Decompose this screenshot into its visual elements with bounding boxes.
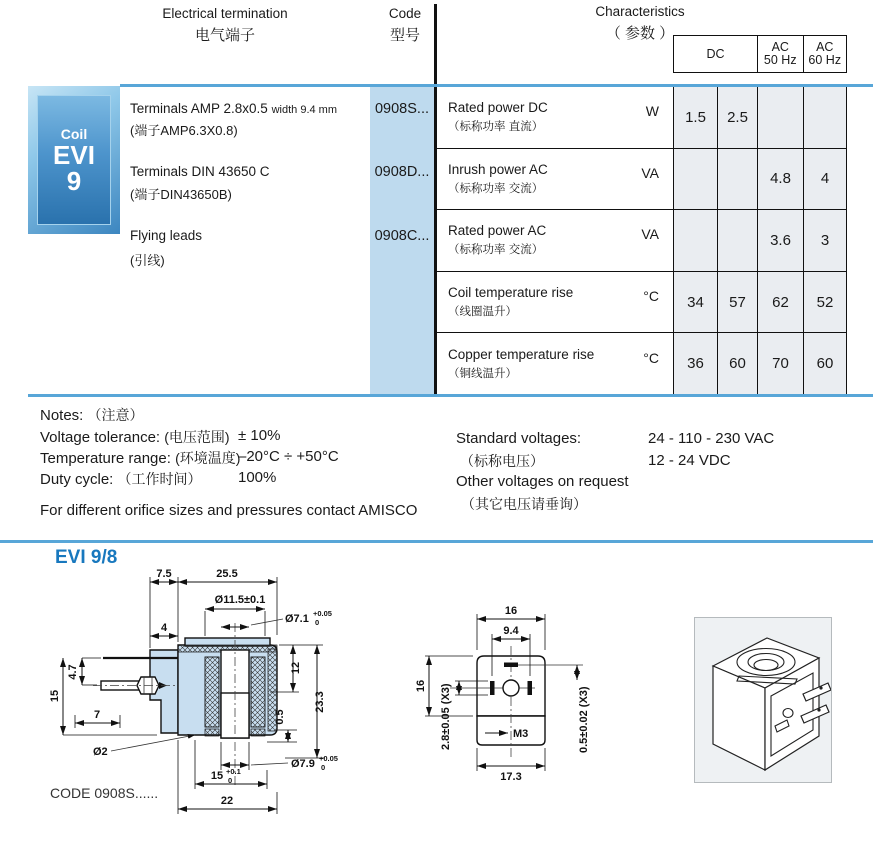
note-zh: （工作时间） bbox=[117, 471, 202, 487]
col-dc-label: DC bbox=[706, 46, 725, 61]
col-header-dc bbox=[674, 36, 757, 72]
value-ac60: 52 bbox=[803, 272, 847, 333]
row-label-en: Coil temperature rise bbox=[448, 285, 574, 301]
dim-16-top: 16 bbox=[504, 605, 518, 617]
note-voltage-tolerance bbox=[40, 427, 281, 447]
value-dc-1: 1.5 bbox=[673, 87, 717, 148]
row-label-en: Rated power AC bbox=[448, 223, 547, 239]
dim-15-left: 15 bbox=[49, 689, 61, 703]
row-copper-temperature-rise bbox=[437, 333, 847, 394]
value-ac50: 62 bbox=[757, 272, 803, 333]
dim-4-7: 4.7 bbox=[67, 664, 79, 680]
row-label-zh: （标称功率 交流） bbox=[448, 244, 544, 257]
dim-dia-2: Ø2 bbox=[93, 746, 108, 758]
dim-dia-7-1: Ø7.1 bbox=[285, 613, 309, 625]
row-label-zh: （标称功率 交流） bbox=[448, 182, 544, 195]
value-ac60: 4 bbox=[803, 149, 847, 210]
connector-top-view-drawing bbox=[415, 588, 630, 803]
row-rated-power-ac bbox=[437, 210, 847, 272]
coil-3d-body bbox=[713, 638, 819, 770]
coil-badge-label: Coil bbox=[60, 126, 88, 142]
row-unit: VA bbox=[641, 164, 659, 181]
code-din: 0908D... bbox=[374, 164, 430, 180]
row-inrush-power-ac bbox=[437, 149, 847, 211]
note-duty-cycle bbox=[40, 469, 277, 489]
note-zh: (电压范围) bbox=[164, 429, 230, 445]
characteristics-zh: （ 参数 ） bbox=[605, 25, 675, 42]
drawing-code-label: CODE 0908S...... bbox=[50, 785, 159, 801]
code-zh: 型号 bbox=[389, 27, 420, 44]
termination-din-zh: (端子DIN43650B) bbox=[130, 187, 232, 202]
value-ac60: 60 bbox=[803, 333, 847, 394]
dim-15-bottom-tol-minus: 0 bbox=[228, 776, 233, 785]
characteristics-table bbox=[437, 87, 847, 394]
col-header-ac50 bbox=[757, 36, 802, 72]
value-dc-2 bbox=[717, 210, 757, 271]
row-unit: VA bbox=[641, 226, 659, 243]
note-en: Temperature range: bbox=[40, 450, 171, 467]
note-value: –20°C ÷ +50°C bbox=[238, 448, 339, 465]
row-label-zh: （铜线温升） bbox=[448, 367, 517, 380]
note-en: Duty cycle: bbox=[40, 471, 114, 488]
connector-body bbox=[450, 646, 583, 760]
row-coil-temperature-rise bbox=[437, 272, 847, 334]
supply-column-headers bbox=[673, 35, 847, 73]
section-separator-rule bbox=[0, 540, 873, 543]
value-dc-2: 57 bbox=[717, 272, 757, 333]
value-dc-2 bbox=[717, 149, 757, 210]
characteristics-en: Characteristics bbox=[595, 4, 685, 19]
value-ac50: 3.6 bbox=[757, 210, 803, 271]
dim-12: 12 bbox=[290, 661, 302, 675]
vdc-values: 12 - 24 VDC bbox=[648, 452, 731, 469]
row-unit: °C bbox=[643, 288, 659, 305]
value-dc-2: 2.5 bbox=[717, 87, 757, 148]
value-dc-1: 34 bbox=[673, 272, 717, 333]
standard-voltages-en: Standard voltages: bbox=[456, 430, 582, 447]
row-label-en: Copper temperature rise bbox=[448, 346, 595, 362]
col-header-ac60 bbox=[803, 36, 847, 72]
col-ac50-line1: AC bbox=[771, 40, 789, 54]
dim-dia-11-5: Ø11.5±0.1 bbox=[214, 594, 266, 606]
value-dc-1: 36 bbox=[673, 333, 717, 394]
vac-values: 24 - 110 - 230 VAC bbox=[648, 430, 775, 447]
other-voltages-zh: （其它电压请垂询） bbox=[461, 496, 587, 512]
note-value: ± 10% bbox=[238, 427, 281, 444]
coil-badge bbox=[28, 86, 120, 234]
dim-22: 22 bbox=[220, 795, 234, 807]
value-ac60: 3 bbox=[803, 210, 847, 271]
value-ac50: 4.8 bbox=[757, 149, 803, 210]
termination-row-leads bbox=[130, 228, 202, 269]
row-unit: W bbox=[645, 103, 659, 120]
electrical-termination-zh: 电气端子 bbox=[194, 27, 255, 44]
row-label-en: Inrush power AC bbox=[448, 161, 548, 177]
coil-3d-panel bbox=[694, 617, 832, 783]
row-label-zh: （线圈温升） bbox=[448, 306, 517, 319]
value-dc-2: 60 bbox=[717, 333, 757, 394]
col-ac60-line1: AC bbox=[816, 40, 834, 54]
code-amp: 0908S... bbox=[374, 101, 429, 117]
row-label-zh: （标称功率 直流） bbox=[448, 121, 544, 134]
termination-leads-zh: (引线) bbox=[130, 253, 165, 268]
connector-pin-top bbox=[504, 663, 518, 668]
connector-pin-right bbox=[528, 681, 533, 695]
dim-16-left: 16 bbox=[415, 679, 427, 693]
note-en: Voltage tolerance: bbox=[40, 429, 161, 446]
row-label-en: Rated power DC bbox=[448, 100, 548, 116]
coil-badge-panel bbox=[37, 95, 111, 225]
coil-3d-view bbox=[695, 618, 831, 782]
value-ac60 bbox=[803, 87, 847, 148]
dim-7-5: 7.5 bbox=[156, 568, 172, 580]
dim-15-bottom-tol-plus: +0.1 bbox=[226, 767, 241, 776]
value-dc-1 bbox=[673, 210, 717, 271]
dim-17-3: 17.3 bbox=[500, 771, 522, 783]
electrical-termination-en: Electrical termination bbox=[162, 6, 288, 21]
notes-title-en: Notes: bbox=[40, 407, 84, 424]
connector-pin-left bbox=[490, 681, 495, 695]
standard-voltages-zh: （标称电压） bbox=[460, 453, 544, 469]
dim-4: 4 bbox=[160, 622, 168, 634]
drawing-section-title: EVI 9/8 bbox=[55, 547, 118, 568]
dim-dia-7-1-tol-minus: 0 bbox=[315, 618, 320, 627]
notes-title-zh: （注意） bbox=[87, 407, 144, 423]
value-ac50: 70 bbox=[757, 333, 803, 394]
dim-dia-7-1-tol-plus: +0.05 bbox=[313, 609, 332, 618]
code-en: Code bbox=[388, 6, 422, 21]
value-dc-1 bbox=[673, 149, 717, 210]
note-value: 100% bbox=[238, 469, 277, 486]
notes-footer: For different orifice sizes and pressures contact AMISCO bbox=[40, 502, 418, 519]
dim-15-bottom: 15 bbox=[210, 770, 224, 782]
termination-amp-en: Terminals AMP 2.8x0.5 bbox=[130, 101, 268, 116]
dim-0-5: 0.5 bbox=[274, 709, 286, 725]
dim-dia-7-9-tol-minus: 0 bbox=[321, 763, 326, 772]
header-code bbox=[365, 6, 445, 45]
termination-din-en: Terminals DIN 43650 C bbox=[130, 164, 270, 179]
coil-cross-section-drawing bbox=[45, 565, 355, 830]
note-temperature-range bbox=[40, 448, 339, 468]
dim-m3: M3 bbox=[513, 728, 529, 740]
row-unit: °C bbox=[643, 349, 659, 366]
dim-9-4: 9.4 bbox=[503, 625, 519, 637]
dim-7: 7 bbox=[93, 709, 101, 721]
table-bottom-rule bbox=[28, 394, 873, 397]
code-leads: 0908C... bbox=[374, 228, 430, 244]
note-zh: (环境温度) bbox=[175, 450, 241, 466]
termination-leads-en: Flying leads bbox=[130, 228, 203, 243]
col-ac60-line2: 60 Hz bbox=[808, 53, 842, 67]
coil-badge-size: 9 bbox=[66, 166, 82, 196]
termination-row-amp bbox=[130, 101, 337, 139]
header-electrical-termination bbox=[120, 6, 330, 45]
termination-amp-note: width 9.4 mm bbox=[271, 104, 338, 116]
coil-badge-model: EVI bbox=[53, 140, 95, 170]
termination-row-din bbox=[130, 164, 270, 203]
termination-amp-zh: (端子AMP6.3X0.8) bbox=[130, 123, 238, 138]
col-ac50-line2: 50 Hz bbox=[763, 53, 797, 67]
dim-dia-7-9: Ø7.9 bbox=[291, 758, 315, 770]
dim-25-5: 25.5 bbox=[216, 568, 238, 580]
row-rated-power-dc bbox=[437, 87, 847, 149]
value-ac50 bbox=[757, 87, 803, 148]
dim-23-3: 23.3 bbox=[314, 691, 326, 713]
dim-0-5-x3: 0.5±0.02 (X3) bbox=[578, 686, 590, 753]
dim-2-8-x3: 2.8±0.05 (X3) bbox=[440, 683, 452, 750]
other-voltages-en: Other voltages on request bbox=[456, 473, 629, 490]
dim-dia-7-9-tol-plus: +0.05 bbox=[319, 754, 338, 763]
notes-title bbox=[40, 405, 144, 425]
